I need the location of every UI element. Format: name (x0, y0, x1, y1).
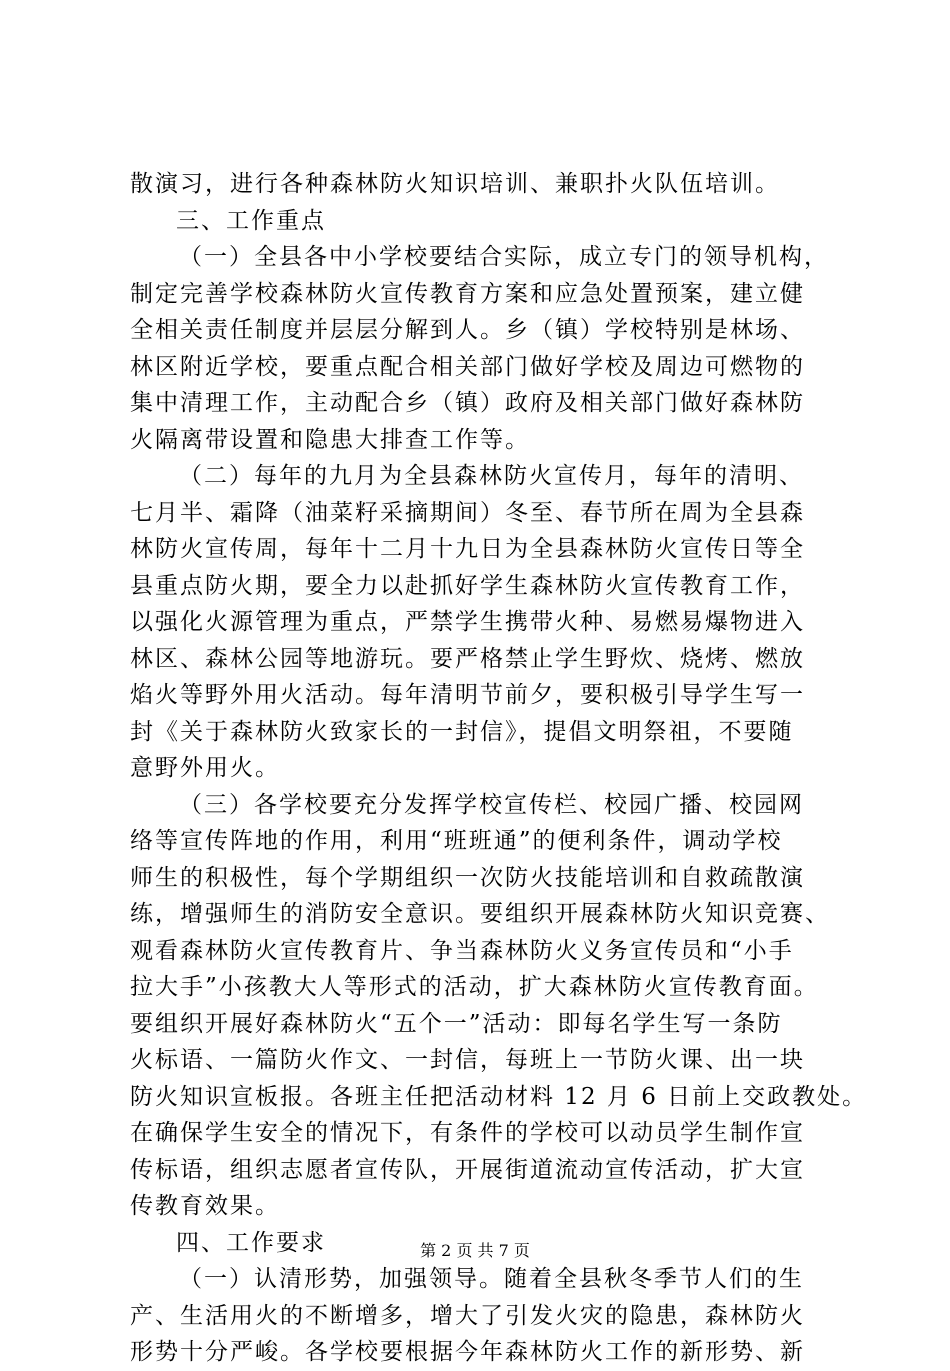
text-line: 形势十分严峻。各学校要根据今年森林防火工作的新形势、新 (130, 1339, 805, 1365)
text-line: 七月半、霜降（油菜籽采摘期间）冬至、春节所在周为全县森 (130, 499, 805, 526)
text-line: 火标语、一篇防火作文、一封信，每班上一节防火课、出一块 (130, 1047, 805, 1073)
text-line: 产、生活用火的不断增多，增大了引发火灾的隐患，森林防火 (130, 1302, 805, 1329)
text-line: 要组织开展好森林防火“五个一”活动：即每名学生写一条防 (130, 1010, 783, 1037)
page-footer (0, 1238, 950, 1261)
text-line: （三）各学校要充分发挥学校宣传栏、校园广播、校园网 (179, 791, 804, 818)
text-line: （一）全县各中小学校要结合实际，成立专门的领导机构， (179, 244, 829, 270)
text-line: 焰火等野外用火活动。每年清明节前夕，要积极引导学生写一 (130, 682, 805, 708)
text-line: （二）每年的九月为全县森林防火宣传月，每年的清明、 (179, 463, 804, 489)
text-line: 散演习，进行各种森林防火知识培训、兼职扑火队伍培训。 (130, 171, 780, 197)
text-line: 络等宣传阵地的作用，利用“班班通”的便利条件，调动学校 (130, 828, 783, 854)
text-line: 观看森林防火宣传教育片、争当森林防火义务宣传员和“小手 (130, 937, 794, 964)
text-line: 火隔离带设置和隐患大排查工作等。 (130, 426, 530, 453)
document-body (130, 166, 868, 1371)
text-line: 林区附近学校，要重点配合相关部门做好学校及周边可燃物的 (130, 353, 805, 380)
text-line: 防火知识宣板报。各班主任把活动材料 12 月 6 日前上交政教处。 (130, 1083, 868, 1110)
text-line: 县重点防火期，要全力以赴抓好学生森林防火宣传教育工作， (130, 572, 805, 599)
text-line: 在确保学生安全的情况下，有条件的学校可以动员学生制作宣 (130, 1120, 805, 1146)
section-heading: 四、工作要求 (176, 1229, 326, 1256)
text-line: 林防火宣传周，每年十二月十九日为全县森林防火宣传日等全 (130, 536, 805, 562)
page-number: 第 2 页 共 7 页 (420, 1241, 530, 1260)
text-line: 意野外用火。 (130, 755, 280, 781)
text-line: 集中清理工作，主动配合乡（镇）政府及相关部门做好森林防 (130, 390, 805, 416)
text-line: 全相关责任制度并层层分解到人。乡（镇）学校特别是林场、 (130, 317, 805, 343)
text-line: 练，增强师生的消防安全意识。要组织开展森林防火知识竞赛、 (130, 901, 830, 927)
text-line: 封《关于森林防火致家长的一封信》，提倡文明祭祖，不要随 (130, 718, 794, 745)
text-line: 林区、森林公园等地游玩。要严格禁止学生野炊、烧烤、燃放 (130, 645, 805, 672)
text-line: 传标语，组织志愿者宣传队，开展街道流动宣传活动，扩大宣 (130, 1156, 805, 1183)
text-line: 传教育效果。 (130, 1193, 280, 1219)
text-line: 以强化火源管理为重点，严禁学生携带火种、易燃易爆物进入 (130, 609, 805, 635)
text-line: （一）认清形势，加强领导。随着全县秋冬季节人们的生 (179, 1266, 804, 1292)
text-line: 师生的积极性，每个学期组织一次防火技能培训和自救疏散演 (130, 864, 805, 891)
section-heading: 三、工作重点 (176, 207, 326, 234)
text-line: 制定完善学校森林防火宣传教育方案和应急处置预案，建立健 (130, 280, 805, 307)
text-line: 拉大手”小孩教大人等形式的活动，扩大森林防火宣传教育面。 (130, 974, 819, 1000)
